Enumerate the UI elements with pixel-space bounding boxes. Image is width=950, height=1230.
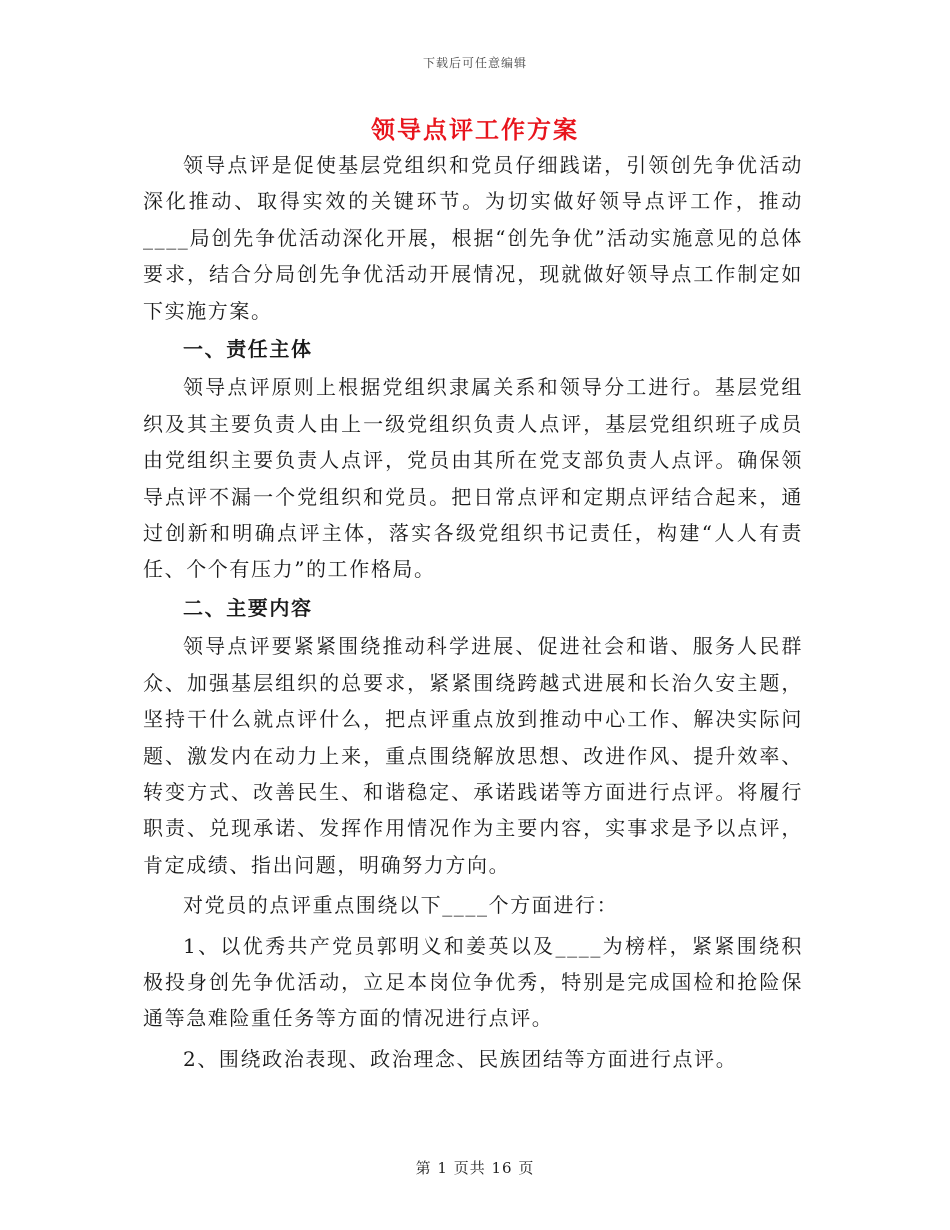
intro-paragraph: 领导点评是促使基层党组织和党员仔细践诺，引领创先争优活动深化推动、取得实效的关键环节。为切实做好领导点评工作，推动____局创先争优活动深化开展，根据“创先争优”活动实施意见的总体要求，结合分局创先争优活动开展情况，现就做好领导点工作制定如下实施方案。 bbox=[143, 153, 803, 323]
list-item-2: 2、围绕政治表现、政治理念、民族团结等方面进行点评。 bbox=[183, 1046, 738, 1071]
list-item-1: 1、以优秀共产党员郭明义和姜英以及____为榜样，紧紧围绕积极投身创先争优活动，立足本岗位争优秀，特别是完成国检和抢险保通等急难险重任务等方面的情况进行点评。 bbox=[143, 933, 803, 1031]
page-number: 第 1 页共 16 页 bbox=[415, 1159, 535, 1177]
document-body bbox=[143, 147, 803, 1077]
section-paragraph-responsibility: 领导点评原则上根据党组织隶属关系和领导分工进行。基层党组织及其主要负责人由上一级党组织负责人点评，基层党组织班子成员由党组织主要负责人点评，党员由其所在党支部负责人点评。确保领导点评不漏一个党组织和党员。把日常点评和定期点评结合起来，通过创新和明确点评主体，落实各级党组织书记责任，构建“人人有责任、个个有压力”的工作格局。 bbox=[143, 375, 803, 582]
section-lead-line: 对党员的点评重点围绕以下____个方面进行： bbox=[183, 893, 619, 918]
section-paragraph-content: 领导点评要紧紧围绕推动科学进展、促进社会和谐、服务人民群众、加强基层组织的总要求，紧紧围绕跨越式进展和长治久安主题，坚持干什么就点评什么，把点评重点放到推动中心工作、解决实际问题、激发内在动力上来，重点围绕解放思想、改进作风、提升效率、转变方式、改善民生、和谐稳定、承诺践诺等方面进行点评。将履行职责、兑现承诺、发挥作用情况作为主要内容，实事求是予以点评，肯定成绩、指出问题，明确努力方向。 bbox=[143, 634, 803, 877]
header-note: 下载后可任意编辑 bbox=[422, 56, 527, 70]
section-heading-content: 二、主要内容 bbox=[183, 595, 313, 620]
section-heading-responsibility: 一、责任主体 bbox=[183, 337, 313, 362]
document-title: 领导点评工作方案 bbox=[371, 115, 579, 144]
